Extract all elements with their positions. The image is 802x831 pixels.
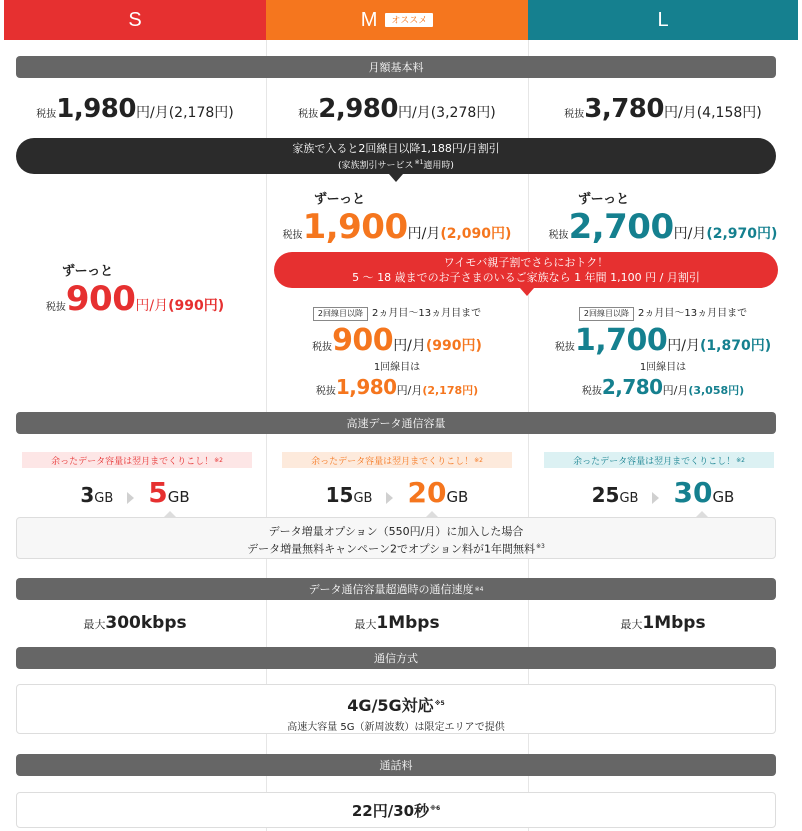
option-pointer-s xyxy=(163,511,177,518)
promo-line1: ワイモバ親子割でさらにおトク！ xyxy=(443,256,609,269)
family-price-m xyxy=(266,188,528,247)
speed-value: 1Mbps xyxy=(376,613,440,633)
zeinuki-label: 税抜 xyxy=(581,386,602,397)
price-value: 2,980 xyxy=(318,94,398,124)
footnote-mark: ※2 xyxy=(736,456,745,464)
price-value: 1,700 xyxy=(574,323,668,358)
section-monthly-fee xyxy=(16,56,776,78)
carryover-label-m xyxy=(282,452,512,468)
max-label: 最大 xyxy=(620,618,643,631)
section-call xyxy=(16,754,776,776)
zeinuki-label: 税抜 xyxy=(282,230,303,241)
data-option-box xyxy=(16,517,776,559)
increase-arrow-icon xyxy=(127,492,134,504)
price-unit: 円/月 xyxy=(398,105,431,121)
family-discount-banner xyxy=(16,138,776,174)
data-capacity-l xyxy=(528,476,798,509)
data-to: 20 xyxy=(407,476,447,509)
carryover-text: 余ったデータ容量は翌月までくりこし！ xyxy=(573,456,736,467)
data-from: 3 xyxy=(80,483,95,507)
footnote-mark: ※6 xyxy=(430,805,441,812)
data-from: 15 xyxy=(325,483,354,507)
speed-s xyxy=(4,613,266,633)
zutto-label: ずーっと xyxy=(578,192,630,207)
family-banner-pointer xyxy=(389,174,403,182)
carryover-label-s xyxy=(22,452,252,468)
zeinuki-label: 税抜 xyxy=(548,230,569,241)
footnote-mark: ※1 xyxy=(414,159,424,166)
price-tax: (2,178円) xyxy=(422,384,479,397)
price-tax: (3,058円) xyxy=(688,384,745,397)
carryover-label-l xyxy=(544,452,774,468)
gb-unit: GB xyxy=(619,491,639,506)
base-price-l xyxy=(528,94,798,124)
price-unit: 円/月 xyxy=(662,384,689,397)
price-unit: 円/月 xyxy=(673,226,707,242)
data-to: 30 xyxy=(673,476,713,509)
max-label: 最大 xyxy=(83,618,106,631)
price-unit: 円/月 xyxy=(407,226,441,242)
oyako-price-l xyxy=(528,304,798,399)
option-pointer-m xyxy=(425,511,439,518)
section-title: 通信方式 xyxy=(374,652,418,665)
price-value: 1,980 xyxy=(335,375,397,399)
price-unit: 円/月 xyxy=(396,384,423,397)
oyako-price-m xyxy=(266,304,528,399)
gb-unit: GB xyxy=(446,488,469,506)
footnote-mark: ※3 xyxy=(535,543,545,550)
carryover-text: 余ったデータ容量は翌月までくりこし！ xyxy=(51,456,214,467)
base-price-m xyxy=(266,94,528,124)
zutto-label: ずーっと xyxy=(314,192,366,207)
promo-line2: 5 ～ 18 歳までのお子さまのいるご家族なら 1 年間 1,100 円 / 月割引 xyxy=(352,271,700,284)
price-tax: (990円) xyxy=(425,338,482,354)
data-from: 25 xyxy=(591,483,620,507)
recommended-badge: オススメ xyxy=(385,13,433,27)
tab-plan-l[interactable] xyxy=(528,0,798,40)
price-tax: (2,090円) xyxy=(440,226,512,242)
method-title xyxy=(17,685,775,716)
footnote-mark: ※5 xyxy=(434,699,445,707)
call-rate-text: 22円/30秒 xyxy=(351,802,430,820)
carryover-text: 余ったデータ容量は翌月までくりこし！ xyxy=(311,456,474,467)
price-tax: (1,870円) xyxy=(700,338,772,354)
section-title: 高速データ通信容量 xyxy=(346,417,446,430)
price-tax: (2,970円) xyxy=(706,226,778,242)
speed-l xyxy=(528,613,798,633)
speed-m xyxy=(266,613,528,633)
family-price-l xyxy=(528,188,798,247)
price-unit: 円/月 xyxy=(667,338,701,354)
data-to: 5 xyxy=(148,476,168,509)
section-speed xyxy=(16,578,776,600)
price-unit: 円/月 xyxy=(135,298,169,314)
data-capacity-s xyxy=(4,476,266,509)
gb-unit: GB xyxy=(353,491,373,506)
zeinuki-label: 税抜 xyxy=(564,109,585,120)
footnote-mark: ※2 xyxy=(474,456,483,464)
option-pointer-l xyxy=(695,511,709,518)
increase-arrow-icon xyxy=(386,492,393,504)
method-box xyxy=(16,684,776,734)
promo-banner-pointer xyxy=(520,288,534,296)
method-title-text: 4G/5G対応 xyxy=(347,696,434,715)
price-value: 1,900 xyxy=(302,207,408,247)
plan-l-name: L xyxy=(657,8,669,31)
zeinuki-label: 税抜 xyxy=(298,109,319,120)
plan-m-name: M xyxy=(360,8,378,31)
option-line1: データ増量オプション（550円/月）に加入した場合 xyxy=(268,525,524,538)
price-value: 900 xyxy=(65,279,136,319)
second-line-badge: 2回線目以降 xyxy=(313,307,368,321)
price-unit: 円/月 xyxy=(664,105,697,121)
section-title: 月額基本料 xyxy=(368,61,424,74)
tab-plan-s[interactable] xyxy=(4,0,266,40)
first-line-label: 1回線目は xyxy=(639,362,687,373)
increase-arrow-icon xyxy=(652,492,659,504)
plan-s-name: S xyxy=(128,8,142,31)
section-method xyxy=(16,647,776,669)
max-label: 最大 xyxy=(354,618,377,631)
zutto-label: ずーっと xyxy=(62,264,114,279)
gb-unit: GB xyxy=(94,491,114,506)
zeinuki-label: 税抜 xyxy=(36,109,57,120)
price-unit: 円/月 xyxy=(136,105,169,121)
family-banner-line1: 家族で入ると2回線目以降1,188円/月割引 xyxy=(292,142,500,155)
price-tax: (4,158円) xyxy=(696,105,762,121)
price-tax: (990円) xyxy=(168,298,225,314)
first-line-label: 1回線目は xyxy=(373,362,421,373)
family-banner-text: 適用時) xyxy=(423,161,454,171)
option-text: データ増量無料キャンペーン2でオプション料が1年間無料 xyxy=(247,542,535,556)
call-box xyxy=(16,792,776,828)
zeinuki-label: 税抜 xyxy=(315,386,336,397)
family-banner-text: (家族割引サービス xyxy=(338,161,414,171)
option-line2 xyxy=(17,539,775,557)
section-title: 通話料 xyxy=(379,759,413,772)
price-tax: (2,178円) xyxy=(168,105,234,121)
call-rate xyxy=(17,793,775,821)
price-value: 1,980 xyxy=(56,94,136,124)
period-label: 2ヵ月目～13ヵ月目まで xyxy=(638,308,748,319)
zeinuki-label: 税抜 xyxy=(554,342,575,353)
oyako-discount-banner xyxy=(274,252,778,288)
method-subtext: 高速大容量 5G（新周波数）は限定エリアで提供 xyxy=(287,722,505,733)
base-price-s xyxy=(4,94,266,124)
zeinuki-label: 税抜 xyxy=(45,302,66,313)
family-banner-line2 xyxy=(16,157,776,172)
tab-plan-m[interactable] xyxy=(266,0,528,40)
gb-unit: GB xyxy=(167,488,190,506)
second-line-badge: 2回線目以降 xyxy=(579,307,634,321)
data-capacity-m xyxy=(266,476,528,509)
price-value: 2,700 xyxy=(568,207,674,247)
zeinuki-label: 税抜 xyxy=(312,342,333,353)
price-value: 2,780 xyxy=(601,375,663,399)
speed-value: 300kbps xyxy=(105,613,187,633)
section-data-capacity xyxy=(16,412,776,434)
price-value: 3,780 xyxy=(584,94,664,124)
footnote-mark: ※4 xyxy=(474,585,484,593)
speed-value: 1Mbps xyxy=(642,613,706,633)
gb-unit: GB xyxy=(712,488,735,506)
price-tax: (3,278円) xyxy=(430,105,496,121)
price-unit: 円/月 xyxy=(393,338,426,354)
section-title: データ通信容量超過時の通信速度 xyxy=(308,583,474,596)
footnote-mark: ※2 xyxy=(214,456,223,464)
price-value: 900 xyxy=(332,323,394,358)
family-price-s xyxy=(4,260,266,319)
period-label: 2ヵ月目～13ヵ月目まで xyxy=(372,308,482,319)
